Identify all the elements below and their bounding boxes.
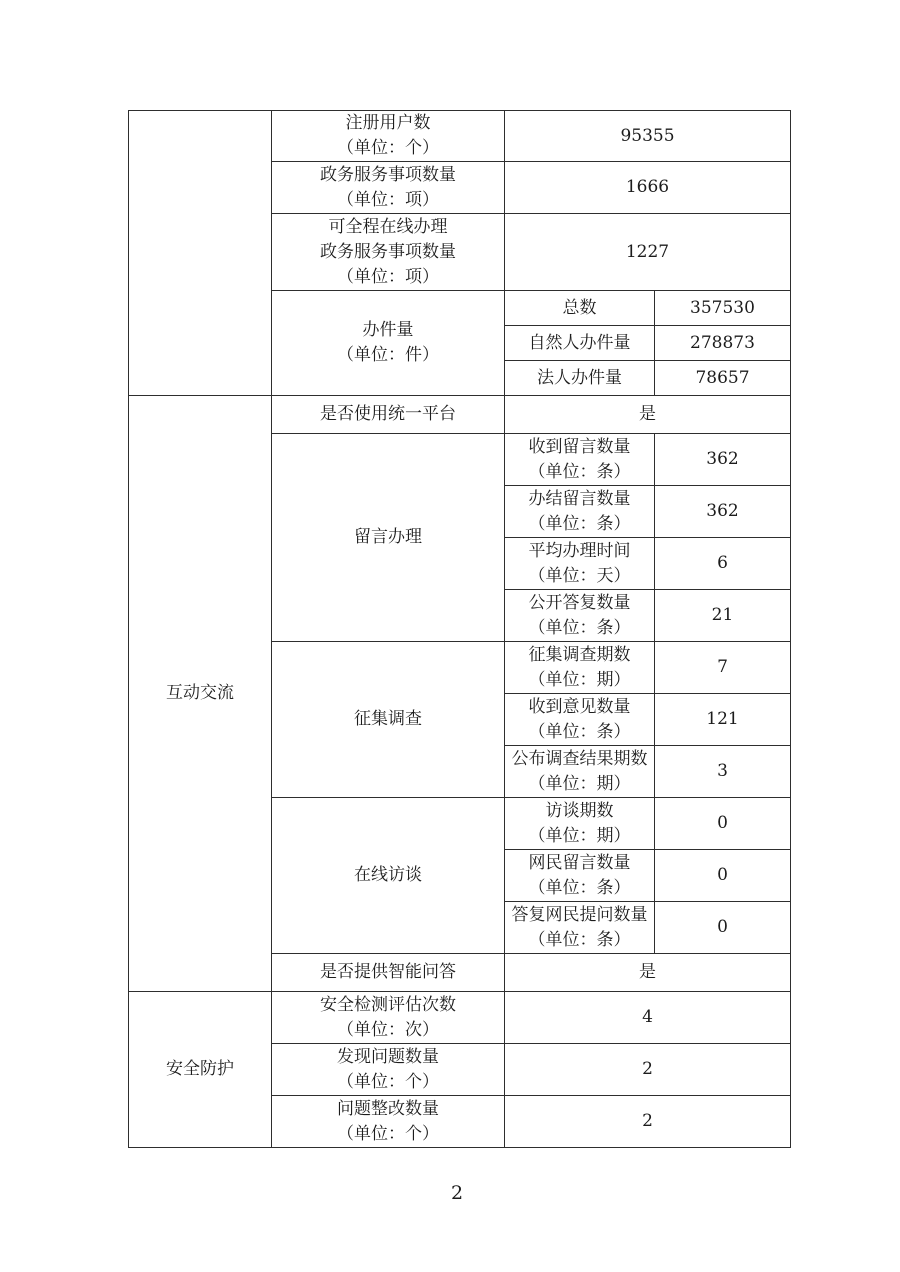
unit-text: （单位：条） bbox=[528, 461, 631, 482]
unit-text: （单位：条） bbox=[528, 617, 631, 638]
unit-text: （单位：项） bbox=[337, 189, 439, 210]
value-unified-platform: 是 bbox=[505, 396, 791, 434]
unit-text: （单位：个） bbox=[337, 138, 439, 158]
unit-text: （单位：条） bbox=[528, 513, 631, 534]
sublabel-replies-to-questions bbox=[505, 902, 655, 954]
sublabel-cases-natural-person: 自然人办件量 bbox=[505, 326, 655, 361]
sublabel-cases-legal-person: 法人办件量 bbox=[505, 361, 655, 396]
row-security-checks bbox=[129, 992, 791, 1044]
value-messages-completed: 362 bbox=[655, 486, 791, 538]
label-text: 安全检测评估次数 bbox=[320, 994, 456, 1015]
value-problems-found: 2 bbox=[505, 1044, 791, 1096]
unit-text: （单位：期） bbox=[528, 825, 631, 846]
value-survey-opinions: 121 bbox=[655, 694, 791, 746]
unit-text: （单位：天） bbox=[528, 565, 631, 586]
value-survey-periods: 7 bbox=[655, 642, 791, 694]
unit-text: （单位：件） bbox=[337, 345, 439, 365]
label-text: 访谈期数 bbox=[545, 800, 614, 821]
label-cases bbox=[272, 291, 505, 396]
unit-text: （单位：期） bbox=[528, 669, 631, 690]
label-problems-rectified bbox=[272, 1096, 505, 1148]
value-cases-total: 357530 bbox=[655, 291, 791, 326]
label-surveys: 征集调查 bbox=[272, 642, 505, 798]
label-text: 发现问题数量 bbox=[337, 1046, 439, 1067]
sublabel-messages-received bbox=[505, 434, 655, 486]
unit-text: （单位：条） bbox=[528, 721, 631, 742]
unit-text: （单位：个） bbox=[337, 1123, 439, 1144]
value-survey-results-published: 3 bbox=[655, 746, 791, 798]
label-text: 公布调查结果期数 bbox=[511, 748, 648, 769]
value-avg-handling-time: 6 bbox=[655, 538, 791, 590]
row-registered-users bbox=[129, 111, 791, 162]
label-text: 可全程在线办理 bbox=[328, 216, 448, 237]
value-smart-qa: 是 bbox=[505, 954, 791, 992]
label-text: 答复网民提问数量 bbox=[511, 904, 648, 925]
sublabel-avg-handling-time bbox=[505, 538, 655, 590]
value-interview-periods: 0 bbox=[655, 798, 791, 850]
sublabel-public-replies bbox=[505, 590, 655, 642]
label-text: 平均办理时间 bbox=[528, 540, 631, 561]
label-service-items bbox=[272, 162, 505, 214]
sublabel-netizen-messages bbox=[505, 850, 655, 902]
sublabel-messages-completed bbox=[505, 486, 655, 538]
value-registered-users: 95355 bbox=[505, 111, 791, 162]
label-text: 政务服务事项数量 bbox=[320, 164, 456, 185]
label-text: 网民留言数量 bbox=[528, 852, 631, 873]
unit-text: （单位：条） bbox=[528, 877, 631, 898]
label-message-handling: 留言办理 bbox=[272, 434, 505, 642]
label-problems-found bbox=[272, 1044, 505, 1096]
label-text: 政务服务事项数量 bbox=[320, 241, 456, 262]
label-unified-platform: 是否使用统一平台 bbox=[272, 396, 505, 434]
unit-text: （单位：次） bbox=[337, 1019, 439, 1040]
sublabel-interview-periods bbox=[505, 798, 655, 850]
label-text: 办件量 bbox=[362, 320, 414, 340]
value-replies-to-questions: 0 bbox=[655, 902, 791, 954]
sublabel-survey-results-published bbox=[505, 746, 655, 798]
value-service-items: 1666 bbox=[505, 162, 791, 214]
unit-text: （单位：个） bbox=[337, 1071, 439, 1092]
page-number: 2 bbox=[450, 1182, 464, 1204]
label-text: 问题整改数量 bbox=[337, 1098, 439, 1119]
value-netizen-messages: 0 bbox=[655, 850, 791, 902]
value-public-replies: 21 bbox=[655, 590, 791, 642]
label-text: 公开答复数量 bbox=[528, 592, 631, 613]
category-cell-blank bbox=[129, 111, 272, 396]
value-security-checks: 4 bbox=[505, 992, 791, 1044]
label-registered-users bbox=[272, 111, 505, 162]
value-cases-legal-person: 78657 bbox=[655, 361, 791, 396]
label-security-checks bbox=[272, 992, 505, 1044]
row-unified-platform bbox=[129, 396, 791, 434]
sublabel-survey-periods bbox=[505, 642, 655, 694]
value-cases-natural-person: 278873 bbox=[655, 326, 791, 361]
category-cell-interaction: 互动交流 bbox=[129, 396, 272, 992]
label-text: 征集调查期数 bbox=[528, 644, 631, 665]
unit-text: （单位：项） bbox=[337, 266, 439, 287]
value-messages-received: 362 bbox=[655, 434, 791, 486]
label-smart-qa: 是否提供智能问答 bbox=[272, 954, 505, 992]
annual-report-table bbox=[128, 110, 791, 1148]
value-problems-rectified: 2 bbox=[505, 1096, 791, 1148]
label-text: 收到留言数量 bbox=[528, 436, 631, 457]
sublabel-survey-opinions bbox=[505, 694, 655, 746]
sublabel-cases-total: 总数 bbox=[505, 291, 655, 326]
unit-text: （单位：条） bbox=[528, 929, 631, 950]
category-cell-security: 安全防护 bbox=[129, 992, 272, 1148]
value-online-service-items: 1227 bbox=[505, 214, 791, 291]
label-text: 注册用户数 bbox=[345, 113, 431, 133]
label-text: 办结留言数量 bbox=[528, 488, 631, 509]
unit-text: （单位：期） bbox=[528, 773, 631, 794]
label-text: 收到意见数量 bbox=[528, 696, 631, 717]
label-interviews: 在线访谈 bbox=[272, 798, 505, 954]
label-online-service-items bbox=[272, 214, 505, 291]
